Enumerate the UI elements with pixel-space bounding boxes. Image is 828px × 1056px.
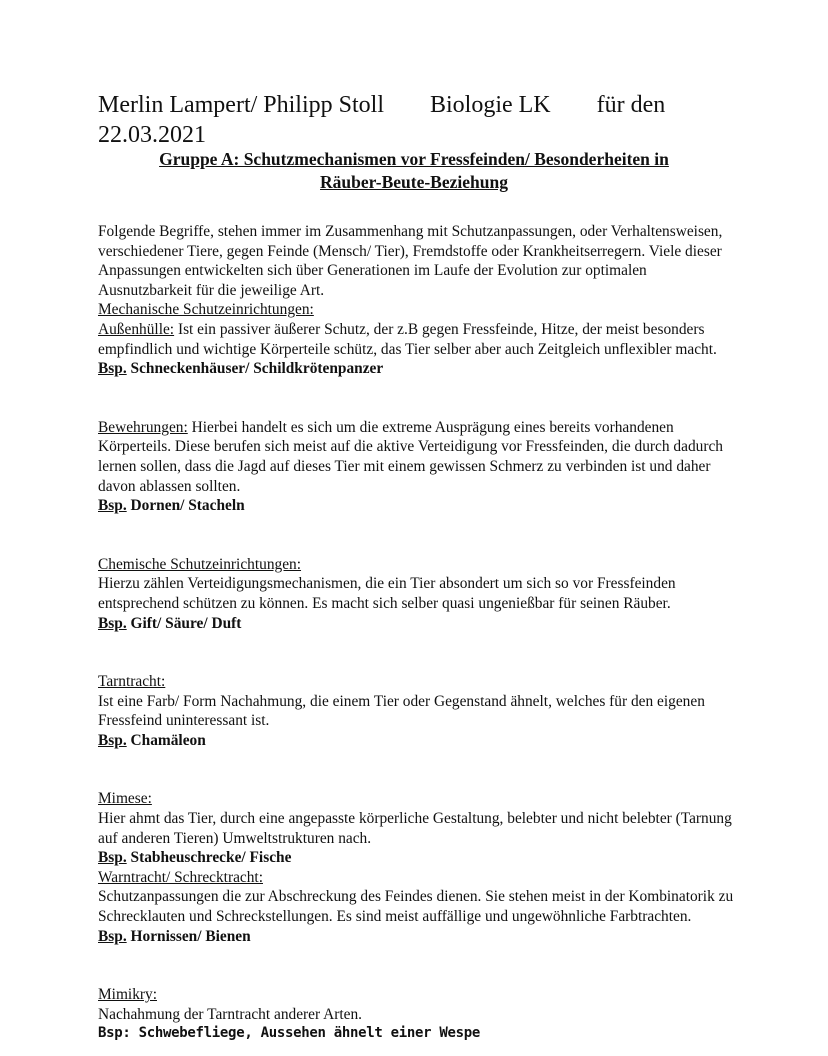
tarntracht-heading: Tarntracht: [98,673,166,691]
group-title-line-1: Gruppe A: Schutzmechanismen vor Fressfeinden/ Besonderheiten in [159,149,669,169]
intro-paragraph: Folgende Begriffe, stehen immer im Zusammenhang mit Schutzanpassungen, oder Verhaltensweisen, verschiedener Tiere, gegen Feinde (Mensch/ Tier), Fremdstoffe oder Krankheitserregern. Viele dieser Anpassungen entwickelten sich über Generationen im Laufe der Evolution zur optimalen Ausnutzbarkeit für die jeweilige Art. [98,223,723,299]
aussenhuelle-example [98,359,738,379]
aussenhuelle-paragraph [98,320,738,359]
chemical-example-text: Gift/ Säure/ Duft [130,614,242,632]
warntracht-example-text: Hornissen/ Bienen [130,927,251,945]
chemical-heading: Chemische Schutzeinrichtungen: [98,555,302,573]
handwritten-note: Bsp: Schwebefliege, Aussehen ähnelt einer Wespe [98,1025,481,1042]
mechanical-heading: Mechanische Schutzeinrichtungen: [98,301,314,319]
bsp-label: Bsp. [98,849,127,867]
mimikry-text: Nachahmung der Tarntracht anderer Arten. [98,1005,363,1023]
aussenhuelle-text: Ist ein passiver äußerer Schutz, der z.B gegen Fressfeinde, Hitze, der meist besonders empfindlich und wichtige Körperteile schütz, das Tier selber aber auch Zeitgleich unflexibler macht. [98,320,717,358]
group-title [98,148,730,194]
document-body [98,222,738,1044]
tarntracht-example [98,731,738,751]
bewehrungen-example [98,496,738,516]
for-label: für den [596,92,666,118]
bsp-label: Bsp. [98,614,127,632]
bsp-label: Bsp. [98,927,127,945]
course: Biologie LK [429,92,551,118]
bsp-label: Bsp. [98,360,127,378]
aussenhuelle-example-text: Schneckenhäuser/ Schildkrötenpanzer [130,360,384,378]
warntracht-heading: Warntracht/ Schrecktracht: [98,868,263,886]
tarntracht-text: Ist eine Farb/ Form Nachahmung, die einem Tier oder Gegenstand ähnelt, welches für den eigenen Fressfeind uninteressant ist. [98,692,705,730]
bewehrungen-text: Hierbei handelt es sich um die extreme Ausprägung eines bereits vorhandenen Körperteils. Diese berufen sich meist auf die aktive Verteidigung vor Fressfeinden, die durch dadurch lernen sollen, dass die Jagd auf dieses Tier mit einem gewissen Schmerz zu verbinden ist und daher davon ablassen sollten. [98,418,723,495]
mimese-example-text: Stabheuschrecke/ Fische [130,849,292,867]
group-title-line-2: Räuber-Beute-Beziehung [320,172,508,192]
mimikry-heading: Mimikry: [98,986,157,1004]
authors: Merlin Lampert/ Philipp Stoll [98,92,384,118]
document-header [98,90,738,150]
bewehrungen-term: Bewehrungen: [98,418,188,436]
bewehrungen-paragraph [98,418,738,496]
warntracht-text: Schutzanpassungen die zur Abschreckung des Feindes dienen. Sie stehen meist in der Kombinatorik zu Schrecklauten und Schreckstellungen. Es sind meist auffällige und ungewöhnliche Farbtrachten. [98,888,734,926]
chemical-example [98,614,738,634]
chemical-text: Hierzu zählen Verteidigungsmechanismen, die ein Tier absondert um sich so vor Fressfeinden entsprechend schützen zu können. Es macht sich selber quasi ungenießbar für seinen Räuber. [98,575,676,612]
aussenhuelle-term: Außenhülle: [98,320,175,338]
mimese-example [98,848,738,868]
mimese-heading: Mimese: [98,790,152,808]
tarntracht-example-text: Chamäleon [130,731,206,749]
date: 22.03.2021 [98,122,206,148]
mimese-text: Hier ahmt das Tier, durch eine angepasste körperliche Gestaltung, belebter und nicht belebter (Tarnung auf anderen Tieren) Umweltstrukturen nach. [98,810,732,847]
bewehrungen-example-text: Dornen/ Stacheln [130,497,245,515]
bsp-label: Bsp. [98,731,127,749]
warntracht-example [98,927,738,947]
bsp-label: Bsp. [98,497,127,515]
